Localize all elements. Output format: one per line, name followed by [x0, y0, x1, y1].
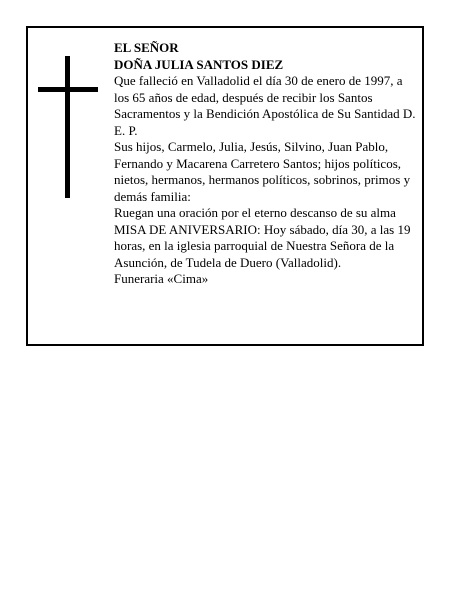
cross-icon — [38, 56, 98, 198]
deceased-name: DOÑA JULIA SANTOS DIEZ — [114, 56, 284, 72]
funeral-home: Funeraria «Cima» — [114, 271, 209, 286]
death-paragraph: Que falleció en Valladolid el día 30 de enero de 1997, a los 65 años de edad, después de recibir los Santos Sacramentos y la Bendición Apostólica de Su Santidad D. E. P. — [114, 73, 416, 138]
mass-paragraph: MISA DE ANIVERSARIO: Hoy sábado, día 30, a las 19 horas, en la iglesia parroquial de Nuestra Señora de la Asunción, de Tudela de Duero (Valladolid). — [114, 221, 411, 270]
notice-text — [114, 40, 420, 288]
cross-horizontal-bar — [38, 87, 98, 92]
notice-title-line1: EL SEÑOR — [114, 40, 179, 55]
family-paragraph: Sus hijos, Carmelo, Julia, Jesús, Silvino, Juan Pablo, Fernando y Macarena Carretero Santos; hijos políticos, nietos, hermanos, hermanos políticos, sobrinos, primos y demás familia: — [114, 139, 411, 204]
obituary-notice — [26, 26, 424, 346]
cross-vertical-bar — [65, 56, 70, 198]
prayer-paragraph: Ruegan una oración por el eterno descanso de su alma — [114, 205, 396, 220]
